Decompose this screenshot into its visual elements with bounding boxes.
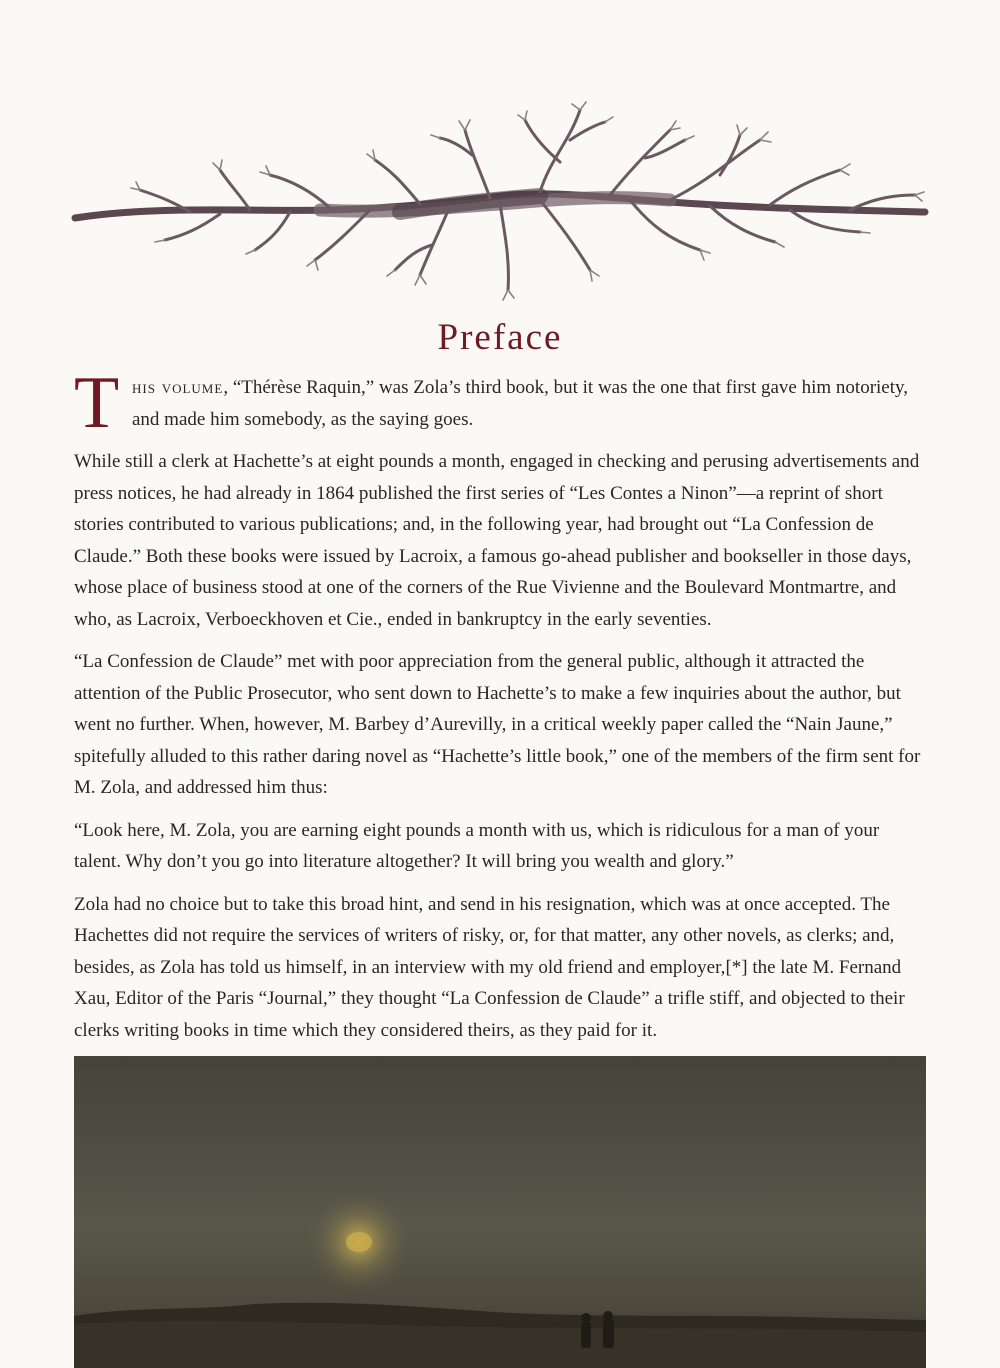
moonlit-landscape-painting-icon — [74, 1056, 926, 1368]
paragraph-1 — [74, 362, 930, 444]
paragraph-5 — [74, 889, 930, 1047]
paragraph-2: While still a clerk at Hachette’s at eight pounds a month, engaged in checking and perusing advertisements and press notices, he had already in 1864 published the first series of “Les Contes a Ninon”—a reprint of short stories contributed to various publications; and, in the following year, had brought out “La Confession de Claude.” Both these books were issued by Lacroix, a famous go-ahead publisher and bookseller in those days, whose place of business stood at one of the corners of the Rue Vivienne and the Boulevard Montmartre, and who, as Lacroix, Verboeckhoven et Cie., ended in bankruptcy in the early seventies. — [74, 451, 920, 630]
paragraph-5-text-a: Zola had no choice but to take this broad hint, and send in his resignation, which was at once accepted. The Hachettes did not require the services of writers of risky, or, for that matter, any other novels, as clerks; and, besides, as Zola has told us himself, in an interview with my old friend and employer, — [74, 893, 895, 978]
preface-text — [74, 362, 930, 1057]
paragraph-5-text-b: the late M. Fernand Xau, Editor of the Paris “Journal,” they thought “La Confession de Claude” a trifle stiff, and objected to their clerks writing books in time which they considered theirs, as they paid for it. — [74, 956, 905, 1041]
page-title: Preface — [437, 317, 563, 358]
footnote-link[interactable]: [*] — [725, 956, 748, 978]
paragraph-1-text: , “Thérèse Raquin,” was Zola’s third book, but it was the one that first gave him notoriety, and made him somebody, as the saying goes. — [132, 377, 909, 430]
paragraph-4: “Look here, M. Zola, you are earning eight pounds a month with us, which is ridiculous for a man of your talent. Why don’t you go into literature altogether? It will bring you wealth and glory.” — [74, 819, 880, 872]
paragraph-3: “La Confession de Claude” met with poor appreciation from the general public, although it attracted the attention of the Public Prosecutor, who sent down to Hachette’s to make a few inquiries about the author, but went no further. When, however, M. Barbey d’Aurevilly, in a critical weekly paper called the “Nain Jaune,” spitefully alluded to this rather daring novel as “Hachette’s little book,” one of the members of the firm sent for M. Zola, and addressed him thus: — [74, 651, 921, 798]
branching-tree-ornament-icon — [70, 100, 930, 315]
drop-cap: T — [74, 362, 120, 444]
opening-small-caps: his volume — [132, 377, 224, 398]
